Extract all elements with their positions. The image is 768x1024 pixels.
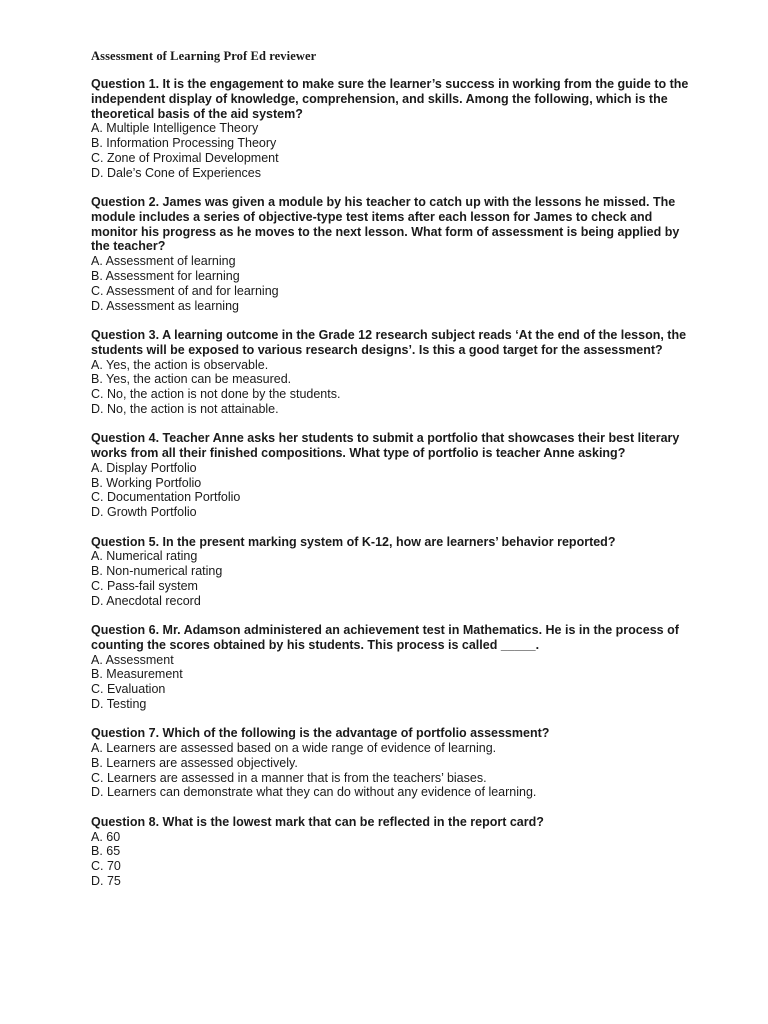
answer-option: B. Measurement bbox=[91, 667, 183, 682]
question-text: Question 3. A learning outcome in the Grade 12 research subject reads ‘At the end of the lesson, the students will be exposed to various research designs’. Is this a good target for the assessment? bbox=[91, 327, 687, 357]
answer-option: C. Evaluation bbox=[91, 682, 166, 697]
answer-option: C. Assessment of and for learning bbox=[91, 283, 279, 298]
answer-option: D. 75 bbox=[91, 873, 121, 888]
answer-option: D. Learners can demonstrate what they can do without any evidence of learning. bbox=[91, 785, 537, 800]
answer-option: D. Dale’s Cone of Experiences bbox=[91, 165, 261, 180]
answer-option: C. No, the action is not done by the students. bbox=[91, 387, 341, 402]
answer-options bbox=[91, 254, 691, 313]
answer-option: B. 65 bbox=[91, 844, 121, 859]
answer-option: B. Working Portfolio bbox=[91, 475, 202, 490]
answer-options bbox=[91, 653, 691, 712]
answer-option: D. Growth Portfolio bbox=[91, 505, 197, 520]
answer-option: C. 70 bbox=[91, 859, 121, 874]
answer-option: A. Learners are assessed based on a wide range of evidence of learning. bbox=[91, 741, 497, 756]
question-text: Question 4. Teacher Anne asks her students to submit a portfolio that showcases their best literary works from all their finished compositions. What type of portfolio is teacher Anne asking? bbox=[91, 431, 680, 461]
question-block bbox=[91, 328, 691, 417]
question-text: Question 1. It is the engagement to make sure the learner’s success in working from the guide to the independent display of knowledge, comprehension, and skills. Among the following, which is the theoretical basis of the aid system? bbox=[91, 77, 689, 121]
answer-option: B. Assessment for learning bbox=[91, 269, 240, 284]
answer-options bbox=[91, 830, 691, 889]
question-text: Question 8. What is the lowest mark that can be reflected in the report card? bbox=[91, 814, 544, 829]
answer-option: A. Assessment of learning bbox=[91, 254, 236, 269]
answer-option: A. Display Portfolio bbox=[91, 460, 197, 475]
question-block bbox=[91, 726, 691, 800]
answer-option: C. Documentation Portfolio bbox=[91, 490, 241, 505]
answer-option: C. Pass-fail system bbox=[91, 578, 198, 593]
question-block bbox=[91, 535, 691, 609]
question-text: Question 6. Mr. Adamson administered an achievement test in Mathematics. He is in the process of counting the scores obtained by his students. This process is called _____. bbox=[91, 623, 679, 652]
answer-option: A. Multiple Intelligence Theory bbox=[91, 121, 259, 136]
answer-options bbox=[91, 358, 691, 417]
question-block bbox=[91, 195, 691, 313]
answer-option: B. Yes, the action can be measured. bbox=[91, 372, 292, 387]
answer-option: B. Non-numerical rating bbox=[91, 564, 223, 579]
question-list bbox=[91, 77, 691, 903]
answer-option: B. Learners are assessed objectively. bbox=[91, 755, 298, 770]
question-block bbox=[91, 431, 691, 520]
answer-option: D. Testing bbox=[91, 696, 147, 711]
answer-options bbox=[91, 461, 691, 520]
answer-option: D. Anecdotal record bbox=[91, 593, 201, 608]
answer-option: A. Assessment bbox=[91, 652, 174, 667]
answer-option: D. Assessment as learning bbox=[91, 298, 239, 313]
question-text: Question 2. James was given a module by his teacher to catch up with the lessons he missed. The module includes a series of objective-type test items after each lesson for James to check and monitor his progress as he moves to the next lesson. What form of assessment is being applied by the teacher? bbox=[91, 195, 680, 254]
answer-options bbox=[91, 741, 691, 800]
answer-options bbox=[91, 121, 691, 180]
answer-options bbox=[91, 549, 691, 608]
question-block bbox=[91, 77, 691, 181]
question-text: Question 5. In the present marking system of K-12, how are learners’ behavior reported? bbox=[91, 534, 616, 549]
answer-option: A. 60 bbox=[91, 829, 121, 844]
question-text: Question 7. Which of the following is the advantage of portfolio assessment? bbox=[91, 726, 550, 741]
document-title: Assessment of Learning Prof Ed reviewer bbox=[91, 49, 317, 63]
question-block bbox=[91, 623, 691, 712]
answer-option: A. Yes, the action is observable. bbox=[91, 357, 269, 372]
answer-option: C. Learners are assessed in a manner that is from the teachers’ biases. bbox=[91, 770, 487, 785]
answer-option: D. No, the action is not attainable. bbox=[91, 401, 279, 416]
answer-option: A. Numerical rating bbox=[91, 549, 198, 564]
answer-option: C. Zone of Proximal Development bbox=[91, 150, 279, 165]
answer-option: B. Information Processing Theory bbox=[91, 136, 277, 151]
question-block bbox=[91, 815, 691, 889]
